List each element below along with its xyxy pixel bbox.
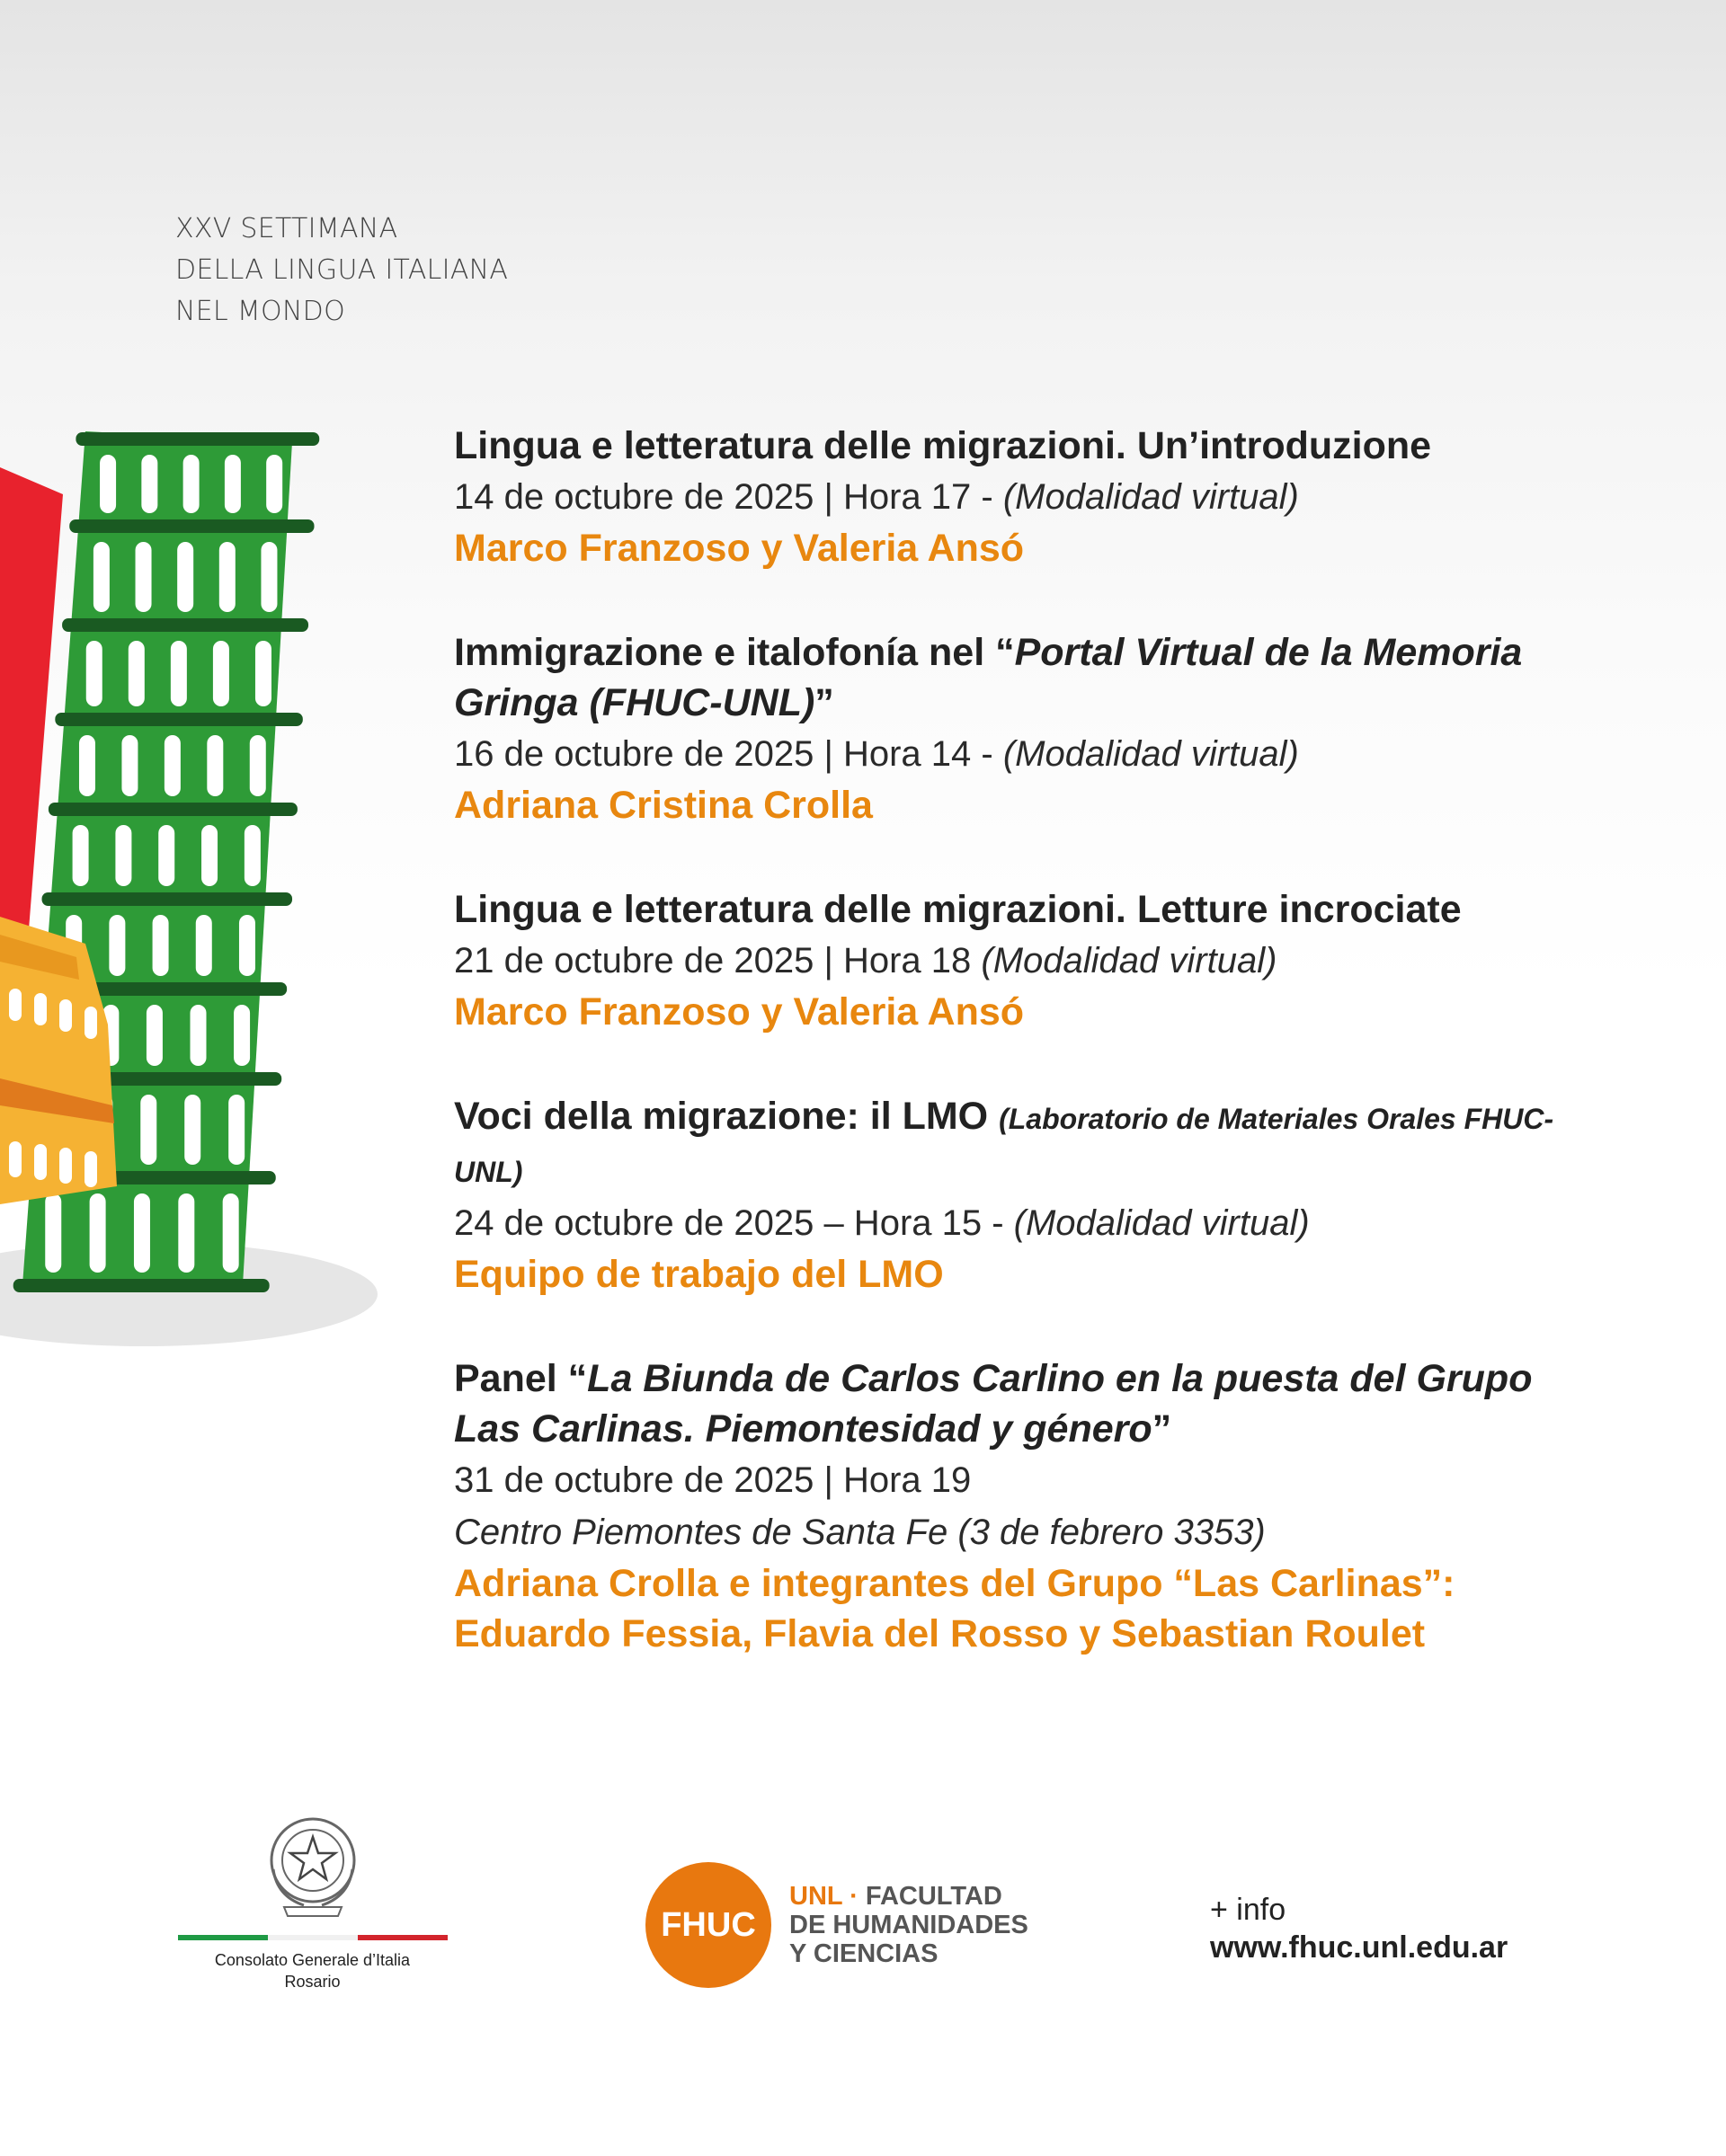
event-item — [454, 627, 1605, 830]
flag-red — [358, 1935, 448, 1940]
event-datetime — [454, 471, 1605, 523]
italian-flag-bar — [178, 1935, 448, 1940]
event-date: 24 de octubre de 2025 – Hora 15 - — [454, 1203, 1014, 1243]
tower-window — [239, 915, 255, 976]
event-mode: (Modalidad virtual) — [981, 941, 1277, 980]
tower-window — [129, 641, 145, 706]
consulate-name: Consolato Generale d’Italia — [214, 1951, 411, 1969]
tower-window — [207, 735, 223, 796]
event-title-prefix: Immigrazione e italofonía nel “ — [454, 631, 1015, 674]
fhuc-name: UNL · FACULTAD DE HUMANIDADES Y CIENCIAS — [789, 1882, 1028, 1968]
tower-window — [45, 1193, 61, 1273]
event-mode: (Modalidad virtual) — [1002, 477, 1299, 517]
tower-window — [213, 641, 229, 706]
event-date: 31 de octubre de 2025 | Hora 19 — [454, 1460, 972, 1500]
tower-ring — [49, 803, 298, 816]
tower-window — [255, 641, 271, 706]
fhuc-line3: Y CIENCIAS — [789, 1939, 939, 1968]
tower-window — [147, 1005, 163, 1066]
tower-window — [266, 455, 282, 513]
event-title-prefix: Voci della migrazione: il LMO — [454, 1095, 1000, 1138]
event-item — [454, 1091, 1605, 1300]
event-speaker: Adriana Cristina Crolla — [454, 784, 873, 827]
tower-window — [245, 825, 261, 886]
event-speaker: Equipo de trabajo del LMO — [454, 1253, 944, 1296]
event-mode: (Modalidad virtual) — [1013, 1203, 1310, 1243]
tower-window — [177, 542, 193, 612]
fhuc-unl: UNL — [789, 1882, 843, 1911]
consulate-city: Rosario — [284, 1973, 341, 1991]
tower-window — [134, 1193, 150, 1273]
tower-window — [219, 542, 236, 612]
event-item — [454, 1353, 1605, 1659]
tower-window — [261, 542, 277, 612]
fhuc-line2: DE HUMANIDADES — [789, 1911, 1028, 1939]
fhuc-line1: FACULTAD — [865, 1882, 1002, 1911]
tower-window — [86, 641, 102, 706]
tower-window — [225, 455, 241, 513]
event-datetime — [454, 935, 1605, 987]
tower-window — [73, 825, 89, 886]
tower-window — [141, 455, 157, 513]
events-list — [454, 421, 1605, 1713]
tower-window — [93, 542, 110, 612]
tower-ring — [42, 892, 293, 906]
event-place-text: Centro Piemontes de Santa Fe (3 de febrero 3353) — [454, 1513, 1266, 1552]
tower-window — [190, 1005, 206, 1066]
event-date: 16 de octubre de 2025 | Hora 14 - — [454, 734, 1003, 774]
tower-window — [223, 1193, 239, 1273]
tower-window — [100, 455, 116, 513]
tower-window — [79, 735, 95, 796]
tower-window — [90, 1193, 106, 1273]
tower-window — [201, 825, 218, 886]
tower-window — [196, 915, 212, 976]
event-date: 21 de octubre de 2025 | Hora 18 — [454, 941, 982, 980]
tower-window — [158, 825, 174, 886]
tower-ring — [69, 519, 314, 533]
tower-window — [136, 542, 152, 612]
info-label: + info — [1210, 1893, 1286, 1927]
event-datetime — [454, 1197, 1605, 1249]
tower-window — [234, 1005, 250, 1066]
kicker-line-1: XXV SETTIMANA — [175, 213, 398, 244]
event-speaker: Eduardo Fessia, Flavia del Rosso y Sebastian Roulet — [454, 1612, 1426, 1655]
event-title — [454, 1353, 1605, 1454]
flag-white — [268, 1935, 358, 1940]
event-title — [454, 1091, 1605, 1197]
event-title-italic: La Biunda de Carlos Carlino en la puesta del Grupo Las Carlinas. Piemontesidad y género — [454, 1357, 1533, 1451]
tower-window — [140, 1095, 156, 1165]
event-speaker: Marco Franzoso y Valeria Ansó — [454, 990, 1025, 1034]
info-url[interactable]: www.fhuc.unl.edu.ar — [1210, 1930, 1508, 1965]
tower-ring — [62, 618, 308, 632]
event-title: Lingua e letteratura delle migrazioni. Letture incrociate — [454, 888, 1462, 931]
flag-green — [178, 1935, 268, 1940]
pisa-tower-illustration — [0, 395, 414, 1366]
event-title — [454, 627, 1605, 728]
event-speaker: Marco Franzoso y Valeria Ansó — [454, 527, 1025, 570]
italian-emblem-icon — [259, 1806, 367, 1923]
tower-ring — [55, 713, 303, 726]
fhuc-logo — [645, 1862, 1028, 1988]
event-title-suffix: ” — [814, 681, 834, 724]
kicker-line-2: DELLA LINGUA ITALIANA — [175, 254, 509, 286]
tower-window — [165, 735, 181, 796]
tower-window — [228, 1095, 245, 1165]
tower-window — [153, 915, 169, 976]
fhuc-badge: FHUC — [645, 1862, 771, 1988]
event-place — [454, 1506, 1605, 1558]
tower-window — [121, 735, 138, 796]
event-datetime — [454, 728, 1605, 780]
event-speaker: Adriana Crolla e integrantes del Grupo “Las Carlinas”: — [454, 1562, 1455, 1605]
event-title-italic: Portal Virtual de la Memoria Gringa (FHUC-UNL) — [454, 631, 1523, 724]
tower-window — [115, 825, 131, 886]
info-block — [1210, 1891, 1508, 1966]
event-date: 14 de octubre de 2025 | Hora 17 - — [454, 477, 1003, 517]
tower-ring — [13, 1279, 270, 1292]
consulate-logo — [175, 1806, 449, 1992]
tower-window — [184, 1095, 200, 1165]
tower-window — [109, 915, 125, 976]
event-kicker — [175, 209, 508, 333]
event-mode: (Modalidad virtual) — [1002, 734, 1299, 774]
event-item — [454, 884, 1605, 1037]
event-title-prefix: Panel “ — [454, 1357, 588, 1400]
event-title: Lingua e letteratura delle migrazioni. Un’introduzione — [454, 424, 1432, 467]
event-title-note: (Laboratorio de Materiales Orales FHUC-UNL) — [454, 1103, 1554, 1188]
tower-window — [178, 1193, 194, 1273]
event-item — [454, 421, 1605, 573]
kicker-line-3: NEL MONDO — [175, 296, 345, 327]
event-title-suffix: ” — [1152, 1407, 1172, 1451]
tower-window — [183, 455, 200, 513]
tower-window — [250, 735, 266, 796]
tower-window — [171, 641, 187, 706]
tower-ring — [76, 432, 319, 446]
